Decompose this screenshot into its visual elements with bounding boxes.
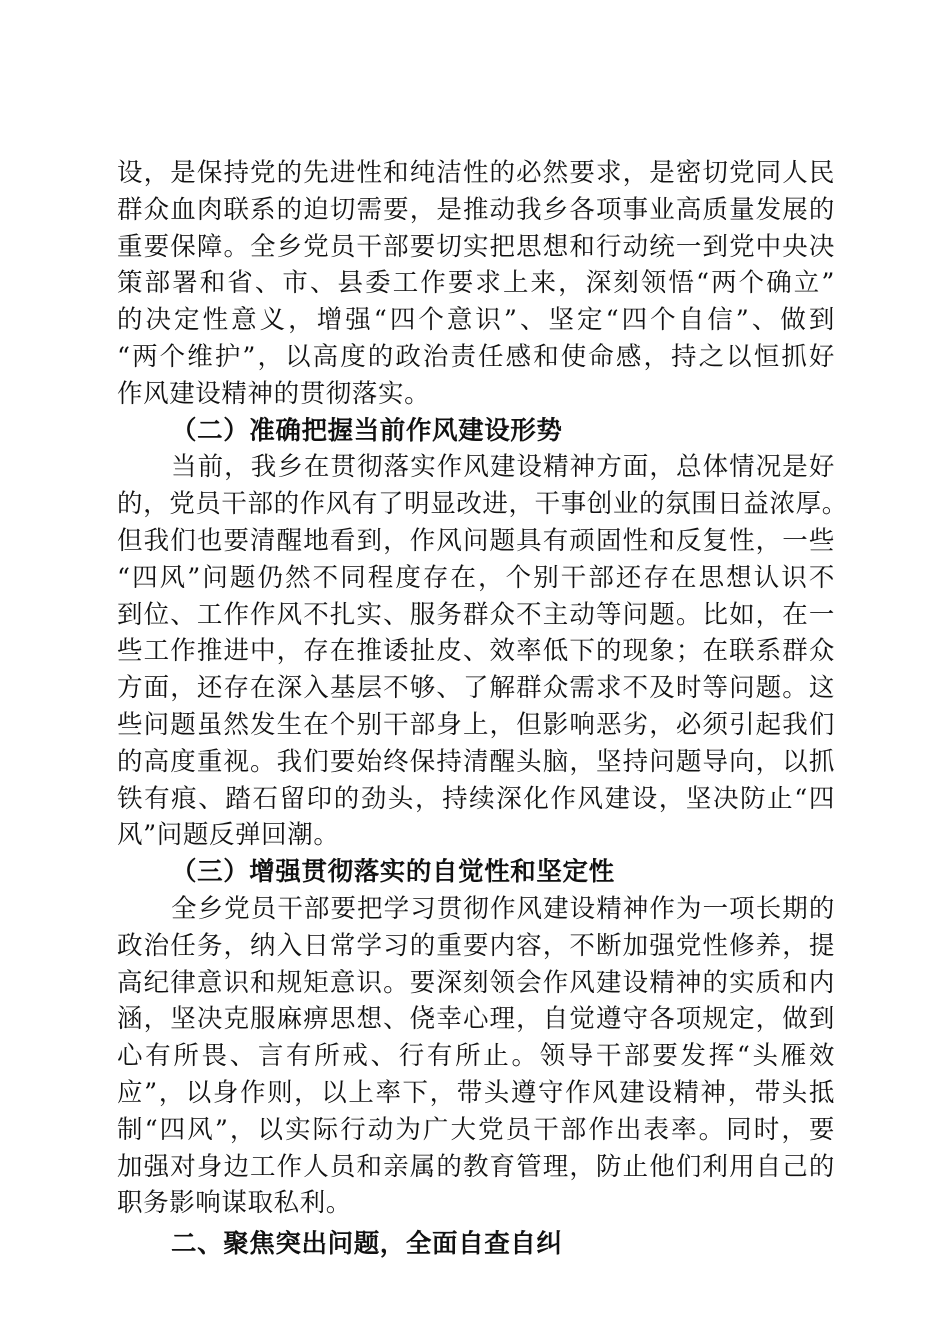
paragraph-3 bbox=[117, 891, 835, 1222]
subheading-2: （二）准确把握当前作风建设形势 bbox=[171, 415, 563, 446]
text-line: 群众血肉联系的迫切需要，是推动我乡各项事业高质量发展的 bbox=[117, 194, 835, 225]
subheading-3: （三）增强贯彻落实的自觉性和坚定性 bbox=[171, 857, 615, 888]
text-line: 当前，我乡在贯彻落实作风建设精神方面，总体情况是好 bbox=[171, 452, 835, 483]
text-line: 高纪律意识和规矩意识。要深刻领会作风建设精神的实质和内 bbox=[117, 967, 835, 998]
text-line: 到位、工作作风不扎实、服务群众不主动等问题。比如，在一 bbox=[117, 599, 835, 630]
paragraph-2 bbox=[117, 449, 848, 854]
text-line: 重要保障。全乡党员干部要切实把思想和行动统一到党中央决 bbox=[117, 231, 835, 262]
text-line: 职务影响谋取私利。 bbox=[117, 1188, 352, 1219]
text-line: 风”问题反弹回潮。 bbox=[117, 820, 340, 851]
text-line: 策部署和省、市、县委工作要求上来，深刻领悟“两个确立” bbox=[117, 268, 835, 299]
text-line: 心有所畏、言有所戒、行有所止。领导干部要发挥“头雁效 bbox=[117, 1041, 835, 1072]
text-line: 的高度重视。我们要始终保持清醒头脑，坚持问题导向，以抓 bbox=[117, 746, 835, 777]
text-line: “四风”问题仍然不同程度存在，个别干部还存在思想认识不 bbox=[117, 562, 835, 593]
text-line: 方面，还存在深入基层不够、了解群众需求不及时等问题。这 bbox=[117, 673, 835, 704]
text-line: 全乡党员干部要把学习贯彻作风建设精神作为一项长期的 bbox=[171, 893, 835, 924]
text-line: 的，党员干部的作风有了明显改进，干事创业的氛围日益浓厚。 bbox=[117, 489, 848, 520]
text-line: 些问题虽然发生在个别干部身上，但影响恶劣，必须引起我们 bbox=[117, 709, 835, 740]
text-line: 应”，以身作则，以上率下，带头遵守作风建设精神，带头抵 bbox=[117, 1077, 835, 1108]
text-line: 作风建设精神的贯彻落实。 bbox=[117, 378, 431, 409]
paragraph-1 bbox=[117, 155, 835, 413]
text-line: “两个维护”，以高度的政治责任感和使命感，持之以恒抓好 bbox=[117, 341, 835, 372]
text-line: 铁有痕、踏石留印的劲头，持续深化作风建设，坚决防止“四 bbox=[117, 783, 835, 814]
text-line: 涵，坚决克服麻痹思想、侥幸心理，自觉遵守各项规定，做到 bbox=[117, 1004, 835, 1035]
text-line: 制“四风”，以实际行动为广大党员干部作出表率。同时，要 bbox=[117, 1114, 835, 1145]
text-line: 的决定性意义，增强“四个意识”、坚定“四个自信”、做到 bbox=[117, 305, 835, 336]
section-heading: 二、聚焦突出问题，全面自查自纠 bbox=[171, 1229, 563, 1260]
text-line: 加强对身边工作人员和亲属的教育管理，防止他们利用自己的 bbox=[117, 1151, 835, 1182]
text-line: 但我们也要清醒地看到，作风问题具有顽固性和反复性，一些 bbox=[117, 525, 835, 556]
text-line: 政治任务，纳入日常学习的重要内容，不断加强党性修养，提 bbox=[117, 930, 835, 961]
text-line: 设，是保持党的先进性和纯洁性的必然要求，是密切党同人民 bbox=[117, 158, 835, 188]
text-line: 些工作推进中，存在推诿扯皮、效率低下的现象；在联系群众 bbox=[117, 636, 835, 667]
document-body bbox=[117, 155, 848, 1263]
